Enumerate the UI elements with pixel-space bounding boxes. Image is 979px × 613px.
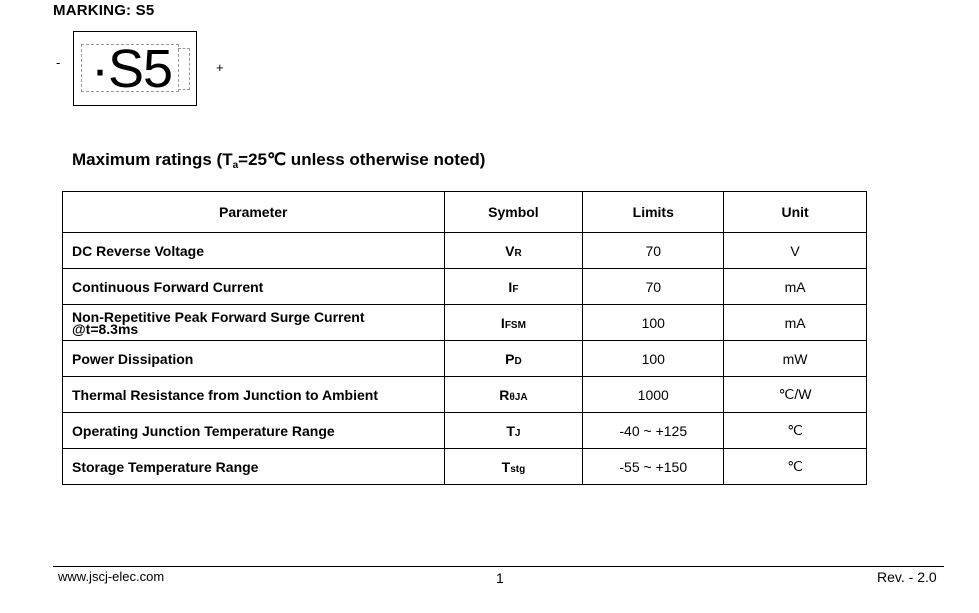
unit-cell: ℃ xyxy=(724,413,867,449)
limits-cell: 100 xyxy=(583,341,724,377)
parameter-cell xyxy=(63,305,445,341)
header-symbol: Symbol xyxy=(444,192,583,233)
symbol-main: V xyxy=(505,242,515,259)
symbol-main: I xyxy=(508,278,513,295)
table-row xyxy=(63,305,867,341)
unit-cell: ℃/W xyxy=(724,377,867,413)
unit-cell: mA xyxy=(724,269,867,305)
parameter-line2: @t=8.3ms xyxy=(72,320,139,337)
marking-title: MARKING: S5 xyxy=(53,2,155,19)
parameter-cell: Continuous Forward Current xyxy=(63,269,445,305)
footer-page-number: 1 xyxy=(496,570,504,586)
footer-url: www.jscj-elec.com xyxy=(58,569,165,584)
table-row xyxy=(63,377,867,413)
symbol-sub: θJA xyxy=(509,391,528,403)
limits-cell: -55 ~ +150 xyxy=(583,449,724,485)
symbol-cell xyxy=(444,269,583,305)
marking-plus-sign: + xyxy=(216,60,224,75)
ratings-table xyxy=(62,191,867,485)
unit-cell: mA xyxy=(724,305,867,341)
unit-cell: V xyxy=(724,233,867,269)
unit-cell: mW xyxy=(724,341,867,377)
symbol-cell xyxy=(444,341,583,377)
limits-cell: 100 xyxy=(583,305,724,341)
symbol-sub: R xyxy=(514,247,522,259)
ratings-title-post: =25℃ unless otherwise noted) xyxy=(238,150,486,169)
header-parameter: Parameter xyxy=(63,192,445,233)
limits-cell: -40 ~ +125 xyxy=(583,413,724,449)
parameter-cell: Power Dissipation xyxy=(63,341,445,377)
header-unit: Unit xyxy=(724,192,867,233)
footer-divider xyxy=(53,566,944,567)
symbol-cell xyxy=(444,233,583,269)
parameter-cell: Thermal Resistance from Junction to Ambient xyxy=(63,377,445,413)
parameter-cell: Operating Junction Temperature Range xyxy=(63,413,445,449)
marking-inner-outline-right xyxy=(178,48,190,90)
limits-cell: 70 xyxy=(583,233,724,269)
table-row xyxy=(63,341,867,377)
symbol-sub: D xyxy=(514,355,522,367)
ratings-title-pre: Maximum ratings (T xyxy=(72,150,233,169)
footer-revision: Rev. - 2.0 xyxy=(877,569,937,585)
table-row xyxy=(63,233,867,269)
symbol-main: R xyxy=(499,386,510,403)
parameter-cell: DC Reverse Voltage xyxy=(63,233,445,269)
header-limits: Limits xyxy=(583,192,724,233)
symbol-cell xyxy=(444,305,583,341)
parameter-cell: Storage Temperature Range xyxy=(63,449,445,485)
marking-code: ·S5 xyxy=(91,39,173,99)
symbol-sub: J xyxy=(514,427,521,439)
marking-box xyxy=(73,31,197,106)
symbol-cell xyxy=(444,377,583,413)
symbol-cell xyxy=(444,413,583,449)
table-row xyxy=(63,269,867,305)
limits-cell: 1000 xyxy=(583,377,724,413)
symbol-main: P xyxy=(505,350,515,367)
limits-cell: 70 xyxy=(583,269,724,305)
table-row xyxy=(63,449,867,485)
table-header-row xyxy=(63,192,867,233)
unit-cell: ℃ xyxy=(724,449,867,485)
symbol-main: T xyxy=(506,422,515,439)
symbol-main: I xyxy=(500,314,505,331)
symbol-cell xyxy=(444,449,583,485)
symbol-sub: FSM xyxy=(504,319,526,331)
ratings-title-sub: a xyxy=(232,160,239,171)
marking-minus-sign: - xyxy=(56,55,61,70)
symbol-main: T xyxy=(501,458,511,475)
table-row xyxy=(63,413,867,449)
parameter-line1: Non-Repetitive Peak Forward Surge Current xyxy=(72,308,365,325)
ratings-title xyxy=(72,150,485,171)
symbol-sub: stg xyxy=(510,463,526,475)
symbol-sub: F xyxy=(512,283,519,295)
